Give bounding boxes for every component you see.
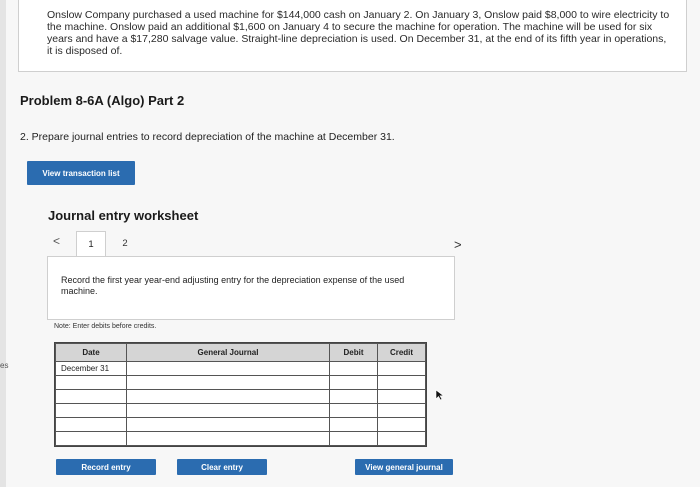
journal-table	[54, 342, 427, 447]
debit-cell[interactable]	[330, 418, 378, 432]
worksheet-title: Journal entry worksheet	[48, 208, 199, 223]
tab-entry-2[interactable]: 2	[122, 238, 128, 249]
date-cell[interactable]	[56, 404, 127, 418]
next-entry-icon[interactable]: >	[454, 237, 462, 252]
header-date: Date	[56, 344, 127, 362]
date-cell[interactable]	[56, 376, 127, 390]
table-header-row	[56, 344, 426, 362]
date-cell[interactable]	[56, 432, 127, 446]
table-row	[56, 390, 426, 404]
date-cell[interactable]: December 31	[56, 362, 127, 376]
header-general-journal: General Journal	[127, 344, 330, 362]
left-gutter	[0, 0, 9, 487]
instruction-text: Record the first year year-end adjusting entry for the depreciation expense of the used machine.	[61, 275, 405, 296]
header-credit: Credit	[378, 344, 426, 362]
mouse-pointer-icon	[435, 389, 445, 401]
account-cell[interactable]	[127, 362, 330, 376]
part-title: Problem 8-6A (Algo) Part 2	[20, 93, 185, 108]
credit-cell[interactable]	[378, 418, 426, 432]
date-cell[interactable]	[56, 390, 127, 404]
record-entry-button[interactable]: Record entry	[56, 459, 156, 475]
credit-cell[interactable]	[378, 432, 426, 446]
note-text: Note: Enter debits before credits.	[54, 323, 157, 330]
debit-cell[interactable]	[330, 432, 378, 446]
account-cell[interactable]	[127, 418, 330, 432]
problem-statement-box	[18, 0, 687, 72]
table-row	[56, 362, 426, 376]
date-cell[interactable]	[56, 418, 127, 432]
question-text: 2. Prepare journal entries to record depreciation of the machine at December 31.	[20, 131, 395, 143]
view-transaction-list-button[interactable]: View transaction list	[27, 161, 135, 185]
clear-entry-button[interactable]: Clear entry	[177, 459, 267, 475]
account-cell[interactable]	[127, 376, 330, 390]
credit-cell[interactable]	[378, 404, 426, 418]
tab-entry-1[interactable]: 1	[76, 231, 106, 256]
credit-cell[interactable]	[378, 362, 426, 376]
credit-cell[interactable]	[378, 376, 426, 390]
debit-cell[interactable]	[330, 376, 378, 390]
debit-cell[interactable]	[330, 362, 378, 376]
account-cell[interactable]	[127, 404, 330, 418]
problem-statement: Onslow Company purchased a used machine for $144,000 cash on January 2. On January 3, Onslow paid $8,000 to wire electricity to the machine. Onslow paid an additional $1,600 on January 4 to secure the machine for operation. The machine will be used for six years and have a $17,280 salvage value. Straight-line depreciation is used. On December 31, at the end of its fifth year in operations, it is disposed of.	[47, 9, 670, 57]
table-row	[56, 404, 426, 418]
instruction-box	[47, 256, 455, 320]
view-general-journal-button[interactable]: View general journal	[355, 459, 453, 475]
gutter-label: es	[0, 361, 9, 370]
debit-cell[interactable]	[330, 390, 378, 404]
header-debit: Debit	[330, 344, 378, 362]
table-row	[56, 418, 426, 432]
table-row	[56, 432, 426, 446]
account-cell[interactable]	[127, 432, 330, 446]
account-cell[interactable]	[127, 390, 330, 404]
credit-cell[interactable]	[378, 390, 426, 404]
prev-entry-icon[interactable]: <	[53, 234, 61, 248]
table-row	[56, 376, 426, 390]
debit-cell[interactable]	[330, 404, 378, 418]
